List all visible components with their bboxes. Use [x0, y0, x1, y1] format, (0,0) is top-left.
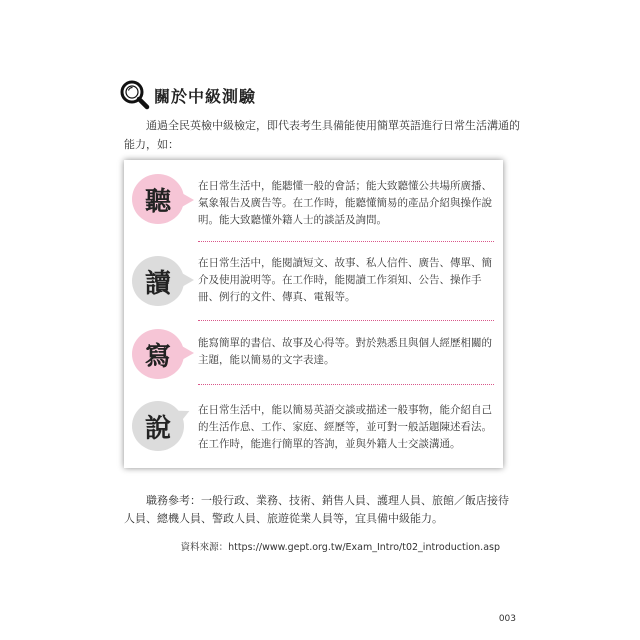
page-number: 003 [498, 614, 516, 624]
magnifier-icon [120, 80, 150, 110]
skill-badge [132, 256, 184, 306]
job-reference-paragraph: 職務參考：一般行政、業務、技術、銷售人員、護理人員、旅館／飯店接待人員、總機人員、警政人員、旅遊從業人員等，宜具備中級能力。 [124, 494, 509, 525]
dotted-divider [198, 241, 494, 242]
skill-description: 能寫簡單的書信、故事及心得等。對於熟悉且與個人經歷相關的主題，能以簡易的文字表達。 [198, 337, 492, 366]
skill-char: 聽 [144, 186, 171, 217]
speech-tail-shape [180, 272, 194, 288]
speech-tail-shape [180, 345, 194, 361]
skill-char: 說 [144, 413, 171, 444]
skill-badge [132, 174, 184, 224]
page-title: 關於中級測驗 [154, 86, 257, 106]
dotted-divider [198, 384, 494, 385]
skill-description: 在日常生活中，能閱讀短文、故事、私人信件、廣告、傳單、簡介及使用說明等。在工作時，能閱讀工作須知、公告、操作手冊、例行的文件、傳真、電報等。 [198, 257, 492, 303]
skills-box [124, 160, 503, 468]
skill-char: 寫 [144, 341, 171, 372]
skill-description: 在日常生活中，能以簡易英語交談或描述一般事物，能介紹自己的生活作息、工作、家庭、經歷等，並可對一般話題陳述看法。在工作時，能進行簡單的答詢，並與外籍人士交談溝通。 [198, 404, 492, 450]
intro-paragraph: 通過全民英檢中級檢定，即代表考生具備能使用簡單英語進行日常生活溝通的能力，如： [124, 119, 520, 151]
dotted-divider [198, 320, 494, 321]
speech-tail-shape [180, 192, 194, 208]
skill-description: 在日常生活中，能聽懂一般的會話；能大致聽懂公共場所廣播、氣象報告及廣告等。在工作時，能聽懂簡易的產品介紹與操作說明。能大致聽懂外籍人士的談話及詢問。 [198, 180, 492, 226]
skill-char: 讀 [144, 268, 171, 299]
section-heading [120, 80, 256, 110]
source-citation: 資料來源：https://www.gept.org.tw/Exam_Intro/t02_introduction.asp [180, 542, 500, 553]
skill-badge [132, 329, 184, 379]
